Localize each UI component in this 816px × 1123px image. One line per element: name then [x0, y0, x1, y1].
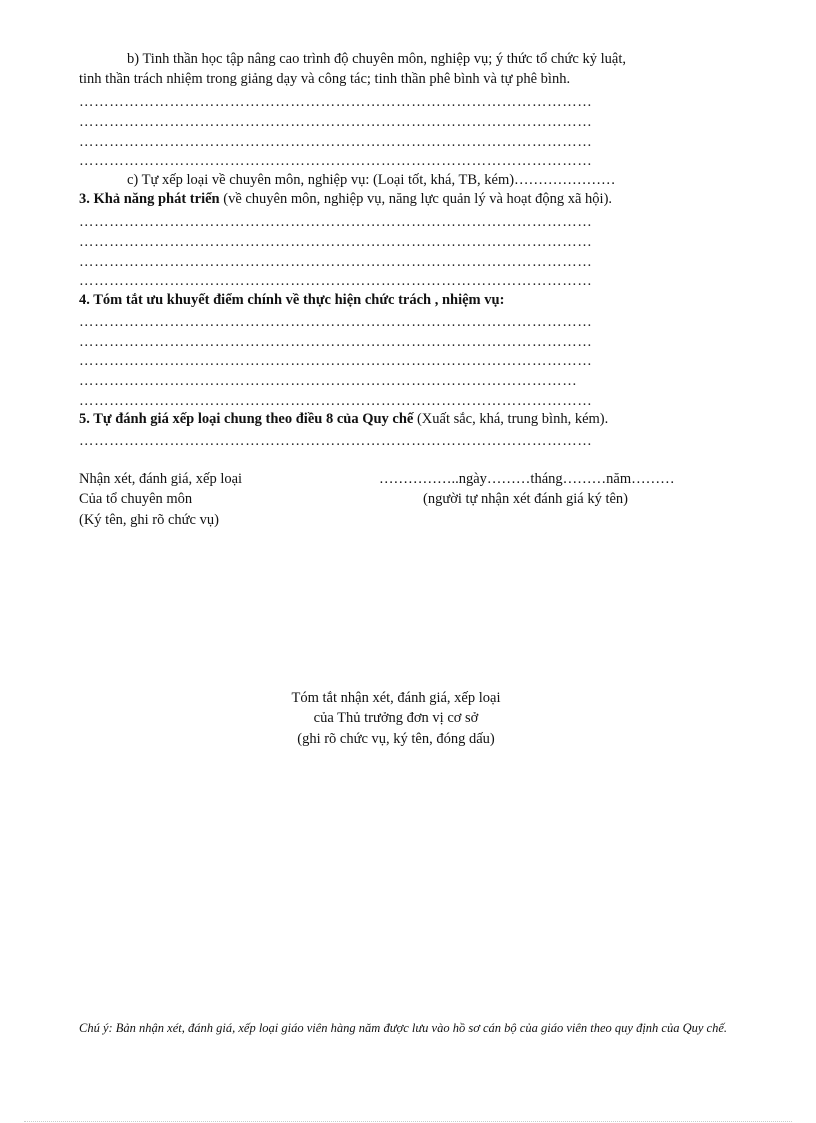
- section-5-title: [79, 410, 608, 428]
- section-3-text: (về chuyên môn, nghiệp vụ, năng lực quản lý và hoạt động xã hội).: [219, 191, 613, 207]
- dotted-line: ………………………………………………………………………………………: [79, 373, 578, 389]
- date-line: ……………..ngày………tháng………năm………: [379, 471, 675, 487]
- dotted-line: …………………………………………………………………………………………: [79, 114, 593, 130]
- page-bottom-rule: [24, 1121, 792, 1122]
- dotted-line: …………………………………………………………………………………………: [79, 314, 593, 330]
- dotted-line: …………………………………………………………………………………………: [79, 433, 593, 449]
- tcm-sign-hint: (Ký tên, ghi rõ chức vụ): [79, 512, 219, 528]
- section-b-line-2: tinh thần trách nhiệm trong giảng dạy và công tác; tinh thần phê bình và tự phê bình.: [79, 71, 571, 87]
- section-3-heading: 3. Khả năng phát triển: [79, 191, 220, 207]
- footnote: Chú ý: Bản nhận xét, đánh giá, xếp loại giáo viên hàng năm được lưu vào hồ sơ cán bộ của giáo viên theo quy định của Quy chế.: [79, 1021, 728, 1035]
- dotted-line: …………………………………………………………………………………………: [79, 273, 593, 289]
- section-c-line: c) Tự xếp loại về chuyên môn, nghiệp vụ: (Loại tốt, khá, TB, kém)…………………: [127, 172, 616, 188]
- dotted-line: …………………………………………………………………………………………: [79, 153, 593, 169]
- section-b-line-1: b) Tinh thần học tập nâng cao trình độ chuyên môn, nghiệp vụ; ý thức tổ chức kỷ luật,: [127, 51, 626, 67]
- self-sign-hint: (người tự nhận xét đánh giá ký tên): [423, 491, 628, 507]
- section-4-title: [79, 291, 504, 309]
- dotted-line: …………………………………………………………………………………………: [79, 353, 593, 369]
- dotted-line: …………………………………………………………………………………………: [79, 134, 593, 150]
- section-4-heading: 4. Tóm tắt ưu khuyết điểm chính về thực hiện chức trách , nhiệm vụ:: [79, 292, 505, 308]
- dotted-line: …………………………………………………………………………………………: [79, 94, 593, 110]
- head-unit-line-1: Tóm tắt nhận xét, đánh giá, xếp loại: [291, 690, 501, 706]
- dotted-line: …………………………………………………………………………………………: [79, 234, 593, 250]
- dotted-line: …………………………………………………………………………………………: [79, 214, 593, 230]
- section-5-text: (Xuất sắc, khá, trung bình, kém).: [413, 411, 609, 427]
- section-5-heading: 5. Tự đánh giá xếp loại chung theo điều 8 của Quy chế: [79, 411, 414, 427]
- tcm-label: Của tổ chuyên môn: [79, 491, 193, 507]
- section-3-title: [79, 190, 612, 208]
- head-unit-line-3: (ghi rõ chức vụ, ký tên, đóng dấu): [297, 731, 495, 747]
- dotted-line: …………………………………………………………………………………………: [79, 334, 593, 350]
- dotted-line: …………………………………………………………………………………………: [79, 393, 593, 409]
- head-unit-line-2: của Thủ trưởng đơn vị cơ sở: [313, 710, 479, 726]
- dotted-line: …………………………………………………………………………………………: [79, 254, 593, 270]
- tcm-review-label: Nhận xét, đánh giá, xếp loại: [79, 471, 243, 487]
